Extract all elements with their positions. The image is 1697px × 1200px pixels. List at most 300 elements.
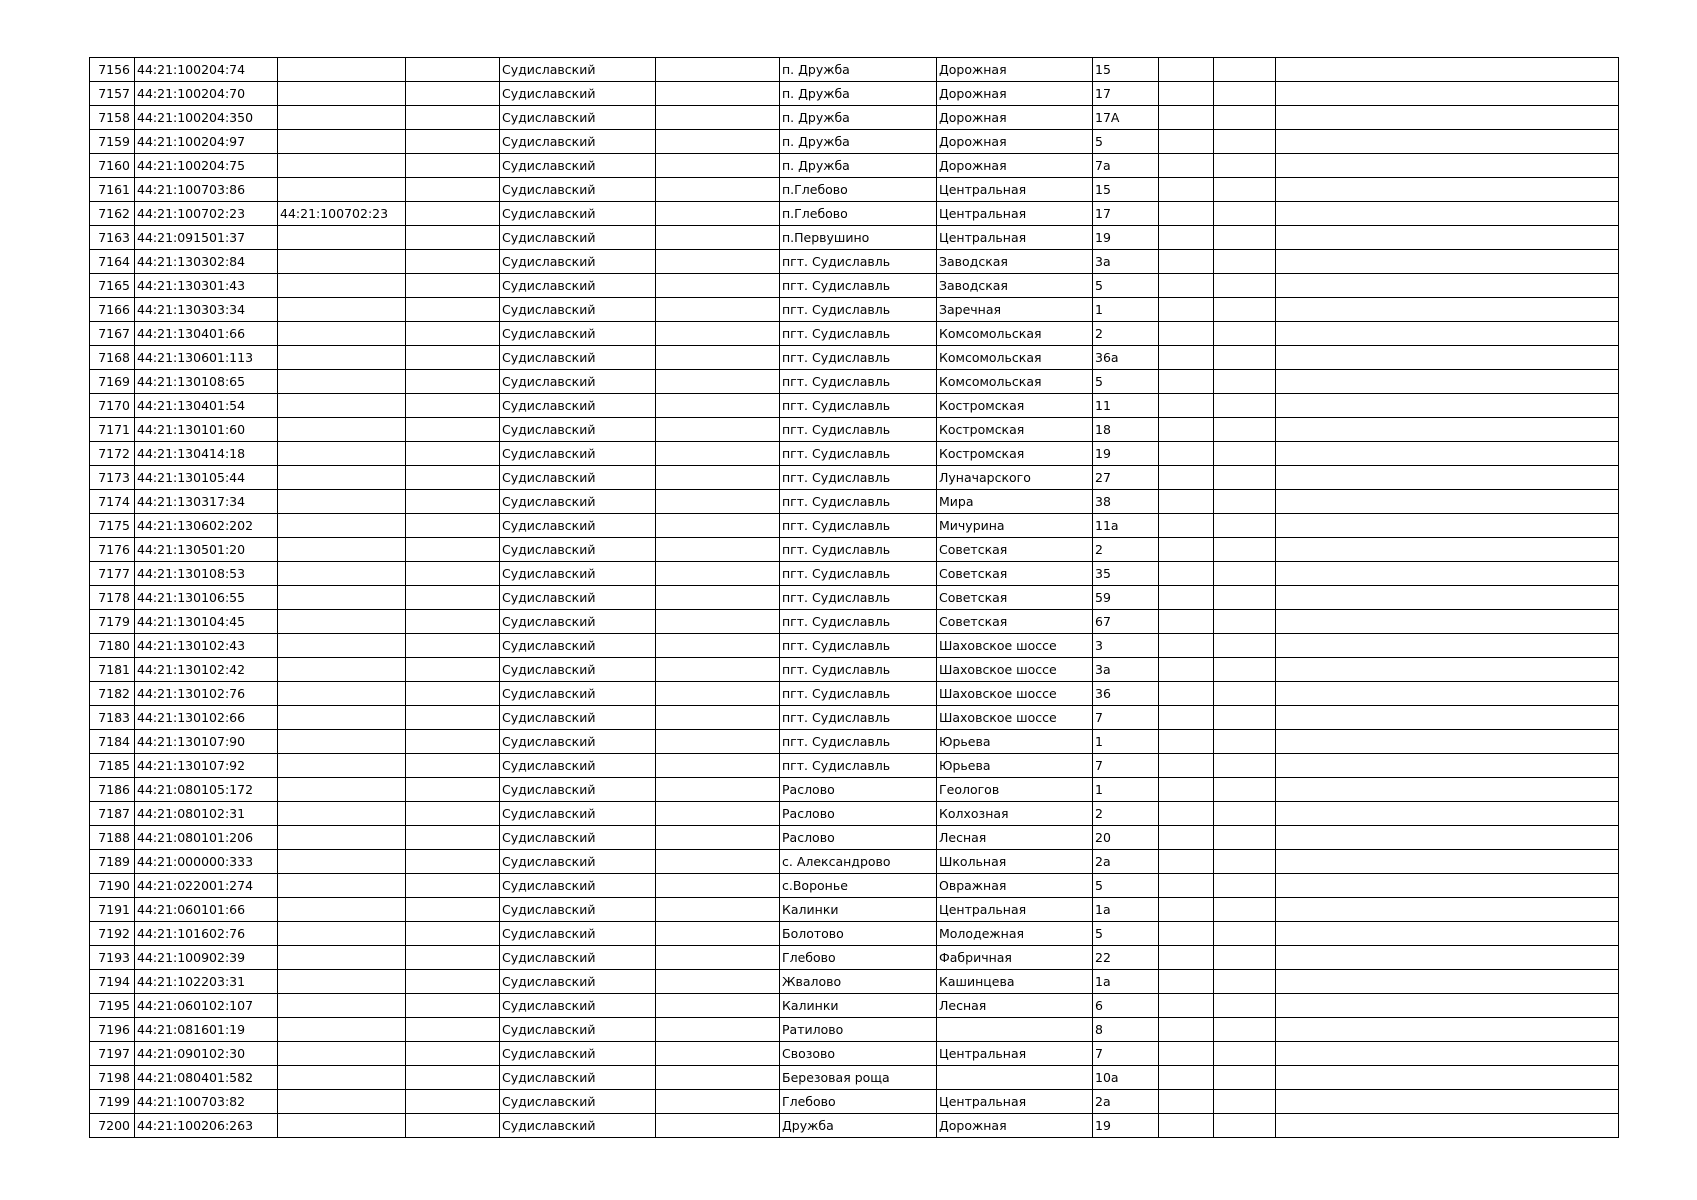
cadastral-number-2: [278, 874, 406, 898]
district: Судиславский: [500, 106, 656, 130]
row-number: 7177: [90, 562, 135, 586]
blank-cell: [1276, 514, 1619, 538]
blank-cell: [1276, 130, 1619, 154]
row-number: 7196: [90, 1018, 135, 1042]
settlement: Жвалово: [780, 970, 937, 994]
settlement: пгт. Судиславль: [780, 274, 937, 298]
district: Судиславский: [500, 1090, 656, 1114]
settlement: пгт. Судиславль: [780, 538, 937, 562]
district: Судиславский: [500, 946, 656, 970]
blank-cell: [1159, 874, 1214, 898]
settlement: пгт. Судиславль: [780, 346, 937, 370]
house-number: 2: [1093, 538, 1159, 562]
table-row: [90, 274, 1619, 298]
cadastral-number-2: [278, 538, 406, 562]
row-number: 7176: [90, 538, 135, 562]
blank-cell: [1159, 1018, 1214, 1042]
district: Судиславский: [500, 898, 656, 922]
cadastral-number: 44:21:081601:19: [135, 1018, 278, 1042]
street: Заречная: [937, 298, 1093, 322]
row-number: 7172: [90, 442, 135, 466]
blank-cell: [1276, 898, 1619, 922]
blank-cell: [1276, 346, 1619, 370]
house-number: 17: [1093, 82, 1159, 106]
blank-cell: [406, 610, 500, 634]
blank-cell: [406, 82, 500, 106]
table-row: [90, 1090, 1619, 1114]
blank-cell: [1159, 418, 1214, 442]
blank-cell: [1159, 970, 1214, 994]
district: Судиславский: [500, 202, 656, 226]
house-number: 7: [1093, 706, 1159, 730]
blank-cell: [656, 562, 780, 586]
blank-cell: [1214, 946, 1276, 970]
blank-cell: [656, 514, 780, 538]
street: Юрьева: [937, 730, 1093, 754]
blank-cell: [656, 82, 780, 106]
blank-cell: [656, 466, 780, 490]
district: Судиславский: [500, 370, 656, 394]
blank-cell: [656, 778, 780, 802]
cadastral-number-2: [278, 1042, 406, 1066]
house-number: 1: [1093, 298, 1159, 322]
row-number: 7190: [90, 874, 135, 898]
district: Судиславский: [500, 394, 656, 418]
blank-cell: [1214, 202, 1276, 226]
street: Комсомольская: [937, 322, 1093, 346]
cadastral-number-2: [278, 370, 406, 394]
street: Кашинцева: [937, 970, 1093, 994]
row-number: 7182: [90, 682, 135, 706]
blank-cell: [1159, 898, 1214, 922]
blank-cell: [1276, 1066, 1619, 1090]
blank-cell: [406, 514, 500, 538]
settlement: пгт. Судиславль: [780, 466, 937, 490]
table-row: [90, 658, 1619, 682]
row-number: 7168: [90, 346, 135, 370]
street: Костромская: [937, 442, 1093, 466]
row-number: 7162: [90, 202, 135, 226]
blank-cell: [1214, 682, 1276, 706]
blank-cell: [406, 490, 500, 514]
row-number: 7175: [90, 514, 135, 538]
cadastral-number: 44:21:130102:42: [135, 658, 278, 682]
settlement: п.Глебово: [780, 202, 937, 226]
blank-cell: [1159, 274, 1214, 298]
house-number: 2: [1093, 322, 1159, 346]
street: Комсомольская: [937, 346, 1093, 370]
district: Судиславский: [500, 706, 656, 730]
settlement: Свозово: [780, 1042, 937, 1066]
district: Судиславский: [500, 658, 656, 682]
street: Лесная: [937, 826, 1093, 850]
table-body: [90, 58, 1619, 1138]
blank-cell: [1214, 322, 1276, 346]
street: Заводская: [937, 250, 1093, 274]
cadastral-number: 44:21:080101:206: [135, 826, 278, 850]
blank-cell: [1214, 778, 1276, 802]
table-row: [90, 778, 1619, 802]
row-number: 7189: [90, 850, 135, 874]
street: Советская: [937, 610, 1093, 634]
street: Центральная: [937, 202, 1093, 226]
blank-cell: [656, 1066, 780, 1090]
cadastral-number-2: [278, 442, 406, 466]
street: Центральная: [937, 178, 1093, 202]
house-number: 2: [1093, 802, 1159, 826]
blank-cell: [1276, 874, 1619, 898]
district: Судиславский: [500, 562, 656, 586]
blank-cell: [406, 442, 500, 466]
table-row: [90, 418, 1619, 442]
address-table: [89, 57, 1618, 1134]
settlement: Болотово: [780, 922, 937, 946]
district: Судиславский: [500, 298, 656, 322]
blank-cell: [1159, 298, 1214, 322]
street: Советская: [937, 538, 1093, 562]
street: Фабричная: [937, 946, 1093, 970]
blank-cell: [1276, 1090, 1619, 1114]
blank-cell: [1159, 250, 1214, 274]
district: Судиславский: [500, 274, 656, 298]
blank-cell: [1276, 946, 1619, 970]
street: Костромская: [937, 394, 1093, 418]
blank-cell: [656, 682, 780, 706]
row-number: 7188: [90, 826, 135, 850]
settlement: пгт. Судиславль: [780, 754, 937, 778]
blank-cell: [656, 442, 780, 466]
table-row: [90, 994, 1619, 1018]
house-number: 5: [1093, 874, 1159, 898]
street: Шаховское шоссе: [937, 682, 1093, 706]
street: Центральная: [937, 226, 1093, 250]
blank-cell: [406, 538, 500, 562]
house-number: 1: [1093, 778, 1159, 802]
cadastral-number-2: [278, 82, 406, 106]
cadastral-number: 44:21:100703:86: [135, 178, 278, 202]
district: Судиславский: [500, 970, 656, 994]
house-number: 1а: [1093, 970, 1159, 994]
blank-cell: [1214, 586, 1276, 610]
blank-cell: [656, 250, 780, 274]
row-number: 7194: [90, 970, 135, 994]
blank-cell: [656, 874, 780, 898]
table-row: [90, 490, 1619, 514]
street: Лесная: [937, 994, 1093, 1018]
blank-cell: [656, 706, 780, 730]
table-row: [90, 370, 1619, 394]
house-number: 27: [1093, 466, 1159, 490]
row-number: 7163: [90, 226, 135, 250]
row-number: 7157: [90, 82, 135, 106]
blank-cell: [1159, 538, 1214, 562]
district: Судиславский: [500, 922, 656, 946]
blank-cell: [406, 754, 500, 778]
district: Судиславский: [500, 802, 656, 826]
blank-cell: [656, 58, 780, 82]
table-row: [90, 922, 1619, 946]
row-number: 7159: [90, 130, 135, 154]
cadastral-number-2: [278, 754, 406, 778]
blank-cell: [1159, 610, 1214, 634]
blank-cell: [1159, 202, 1214, 226]
table-row: [90, 394, 1619, 418]
table-row: [90, 106, 1619, 130]
blank-cell: [1214, 970, 1276, 994]
cadastral-number-2: [278, 106, 406, 130]
table-row: [90, 682, 1619, 706]
row-number: 7185: [90, 754, 135, 778]
settlement: пгт. Судиславль: [780, 370, 937, 394]
street: Геологов: [937, 778, 1093, 802]
row-number: 7169: [90, 370, 135, 394]
district: Судиславский: [500, 634, 656, 658]
blank-cell: [1159, 730, 1214, 754]
house-number: 3: [1093, 634, 1159, 658]
blank-cell: [656, 898, 780, 922]
district: Судиславский: [500, 778, 656, 802]
district: Судиславский: [500, 1018, 656, 1042]
house-number: 20: [1093, 826, 1159, 850]
district: Судиславский: [500, 1114, 656, 1138]
blank-cell: [1276, 490, 1619, 514]
blank-cell: [656, 754, 780, 778]
blank-cell: [1159, 322, 1214, 346]
blank-cell: [1159, 1090, 1214, 1114]
blank-cell: [1276, 202, 1619, 226]
house-number: 36: [1093, 682, 1159, 706]
row-number: 7199: [90, 1090, 135, 1114]
cadastral-number: 44:21:130501:20: [135, 538, 278, 562]
blank-cell: [656, 610, 780, 634]
table-row: [90, 130, 1619, 154]
row-number: 7179: [90, 610, 135, 634]
street: Дорожная: [937, 154, 1093, 178]
table-row: [90, 250, 1619, 274]
settlement: Калинки: [780, 898, 937, 922]
house-number: 59: [1093, 586, 1159, 610]
settlement: пгт. Судиславль: [780, 514, 937, 538]
blank-cell: [656, 922, 780, 946]
table-row: [90, 874, 1619, 898]
cadastral-number-2: [278, 826, 406, 850]
cadastral-number: 44:21:080105:172: [135, 778, 278, 802]
blank-cell: [656, 538, 780, 562]
blank-cell: [1214, 634, 1276, 658]
blank-cell: [656, 490, 780, 514]
blank-cell: [1276, 154, 1619, 178]
blank-cell: [406, 586, 500, 610]
settlement: Глебово: [780, 946, 937, 970]
blank-cell: [1276, 562, 1619, 586]
settlement: Ратилово: [780, 1018, 937, 1042]
house-number: 5: [1093, 130, 1159, 154]
cadastral-number-2: [278, 298, 406, 322]
settlement: Раслово: [780, 802, 937, 826]
settlement: пгт. Судиславль: [780, 658, 937, 682]
district: Судиславский: [500, 538, 656, 562]
cadastral-number: 44:21:130107:90: [135, 730, 278, 754]
house-number: 6: [1093, 994, 1159, 1018]
cadastral-number: 44:21:130301:43: [135, 274, 278, 298]
blank-cell: [1159, 346, 1214, 370]
house-number: 19: [1093, 226, 1159, 250]
blank-cell: [406, 1018, 500, 1042]
street: Мичурина: [937, 514, 1093, 538]
blank-cell: [656, 1042, 780, 1066]
cadastral-number: 44:21:130401:54: [135, 394, 278, 418]
table-row: [90, 1114, 1619, 1138]
blank-cell: [1159, 850, 1214, 874]
house-number: 2а: [1093, 1090, 1159, 1114]
blank-cell: [1159, 442, 1214, 466]
house-number: 7: [1093, 754, 1159, 778]
table-row: [90, 346, 1619, 370]
blank-cell: [406, 394, 500, 418]
settlement: пгт. Судиславль: [780, 490, 937, 514]
row-number: 7167: [90, 322, 135, 346]
street: Молодежная: [937, 922, 1093, 946]
blank-cell: [1214, 226, 1276, 250]
blank-cell: [656, 946, 780, 970]
blank-cell: [1159, 658, 1214, 682]
blank-cell: [406, 202, 500, 226]
cadastral-number: 44:21:130106:55: [135, 586, 278, 610]
blank-cell: [1276, 106, 1619, 130]
street: Школьная: [937, 850, 1093, 874]
table-row: [90, 298, 1619, 322]
table-row: [90, 1042, 1619, 1066]
blank-cell: [1159, 154, 1214, 178]
cadastral-number: 44:21:100206:263: [135, 1114, 278, 1138]
district: Судиславский: [500, 994, 656, 1018]
blank-cell: [406, 274, 500, 298]
cadastral-number-2: [278, 178, 406, 202]
street: [937, 1066, 1093, 1090]
district: Судиславский: [500, 682, 656, 706]
cadastral-number: 44:21:100204:74: [135, 58, 278, 82]
settlement: п. Дружба: [780, 154, 937, 178]
blank-cell: [1159, 706, 1214, 730]
blank-cell: [1214, 898, 1276, 922]
blank-cell: [1276, 826, 1619, 850]
street: Шаховское шоссе: [937, 634, 1093, 658]
cadastral-number-2: [278, 1114, 406, 1138]
table-row: [90, 226, 1619, 250]
blank-cell: [1214, 514, 1276, 538]
settlement: пгт. Судиславль: [780, 418, 937, 442]
street: Центральная: [937, 898, 1093, 922]
settlement: пгт. Судиславль: [780, 442, 937, 466]
street: Луначарского: [937, 466, 1093, 490]
street: Шаховское шоссе: [937, 706, 1093, 730]
cadastral-number: 44:21:060101:66: [135, 898, 278, 922]
settlement: п. Дружба: [780, 106, 937, 130]
district: Судиславский: [500, 1066, 656, 1090]
cadastral-number-2: [278, 634, 406, 658]
house-number: 3а: [1093, 658, 1159, 682]
row-number: 7193: [90, 946, 135, 970]
table-row: [90, 562, 1619, 586]
blank-cell: [656, 154, 780, 178]
cadastral-number: 44:21:100204:97: [135, 130, 278, 154]
house-number: 5: [1093, 370, 1159, 394]
house-number: 19: [1093, 442, 1159, 466]
cadastral-number-2: [278, 418, 406, 442]
settlement: пгт. Судиславль: [780, 298, 937, 322]
blank-cell: [1276, 178, 1619, 202]
table-row: [90, 754, 1619, 778]
table-row: [90, 586, 1619, 610]
district: Судиславский: [500, 154, 656, 178]
table-row: [90, 538, 1619, 562]
cadastral-number-2: [278, 466, 406, 490]
blank-cell: [1276, 970, 1619, 994]
cadastral-number-2: [278, 514, 406, 538]
blank-cell: [406, 298, 500, 322]
cadastral-number-2: [278, 274, 406, 298]
street: Советская: [937, 586, 1093, 610]
blank-cell: [1276, 1018, 1619, 1042]
district: Судиславский: [500, 322, 656, 346]
row-number: 7186: [90, 778, 135, 802]
house-number: 15: [1093, 58, 1159, 82]
blank-cell: [1214, 178, 1276, 202]
blank-cell: [656, 346, 780, 370]
street: Колхозная: [937, 802, 1093, 826]
blank-cell: [1276, 802, 1619, 826]
row-number: 7160: [90, 154, 135, 178]
blank-cell: [1276, 754, 1619, 778]
house-number: 17: [1093, 202, 1159, 226]
blank-cell: [406, 682, 500, 706]
table-row: [90, 514, 1619, 538]
settlement: пгт. Судиславль: [780, 610, 937, 634]
cadastral-number: 44:21:100703:82: [135, 1090, 278, 1114]
row-number: 7156: [90, 58, 135, 82]
blank-cell: [656, 994, 780, 1018]
blank-cell: [1276, 922, 1619, 946]
blank-cell: [1159, 514, 1214, 538]
settlement: пгт. Судиславль: [780, 562, 937, 586]
blank-cell: [656, 1090, 780, 1114]
blank-cell: [1159, 994, 1214, 1018]
cadastral-number: 44:21:102203:31: [135, 970, 278, 994]
district: Судиславский: [500, 586, 656, 610]
cadastral-number-2: [278, 946, 406, 970]
settlement: пгт. Судиславль: [780, 586, 937, 610]
blank-cell: [1276, 706, 1619, 730]
settlement: пгт. Судиславль: [780, 682, 937, 706]
district: Судиславский: [500, 1042, 656, 1066]
blank-cell: [1276, 778, 1619, 802]
blank-cell: [1276, 1042, 1619, 1066]
street: Центральная: [937, 1090, 1093, 1114]
table-row: [90, 154, 1619, 178]
row-number: 7166: [90, 298, 135, 322]
blank-cell: [406, 970, 500, 994]
blank-cell: [1214, 850, 1276, 874]
cadastral-number: 44:21:100204:75: [135, 154, 278, 178]
house-number: 2а: [1093, 850, 1159, 874]
district: Судиславский: [500, 514, 656, 538]
cadastral-number: 44:21:130101:60: [135, 418, 278, 442]
cadastral-number-2: [278, 802, 406, 826]
blank-cell: [406, 562, 500, 586]
settlement: Березовая роща: [780, 1066, 937, 1090]
house-number: 67: [1093, 610, 1159, 634]
cadastral-number-2: [278, 346, 406, 370]
